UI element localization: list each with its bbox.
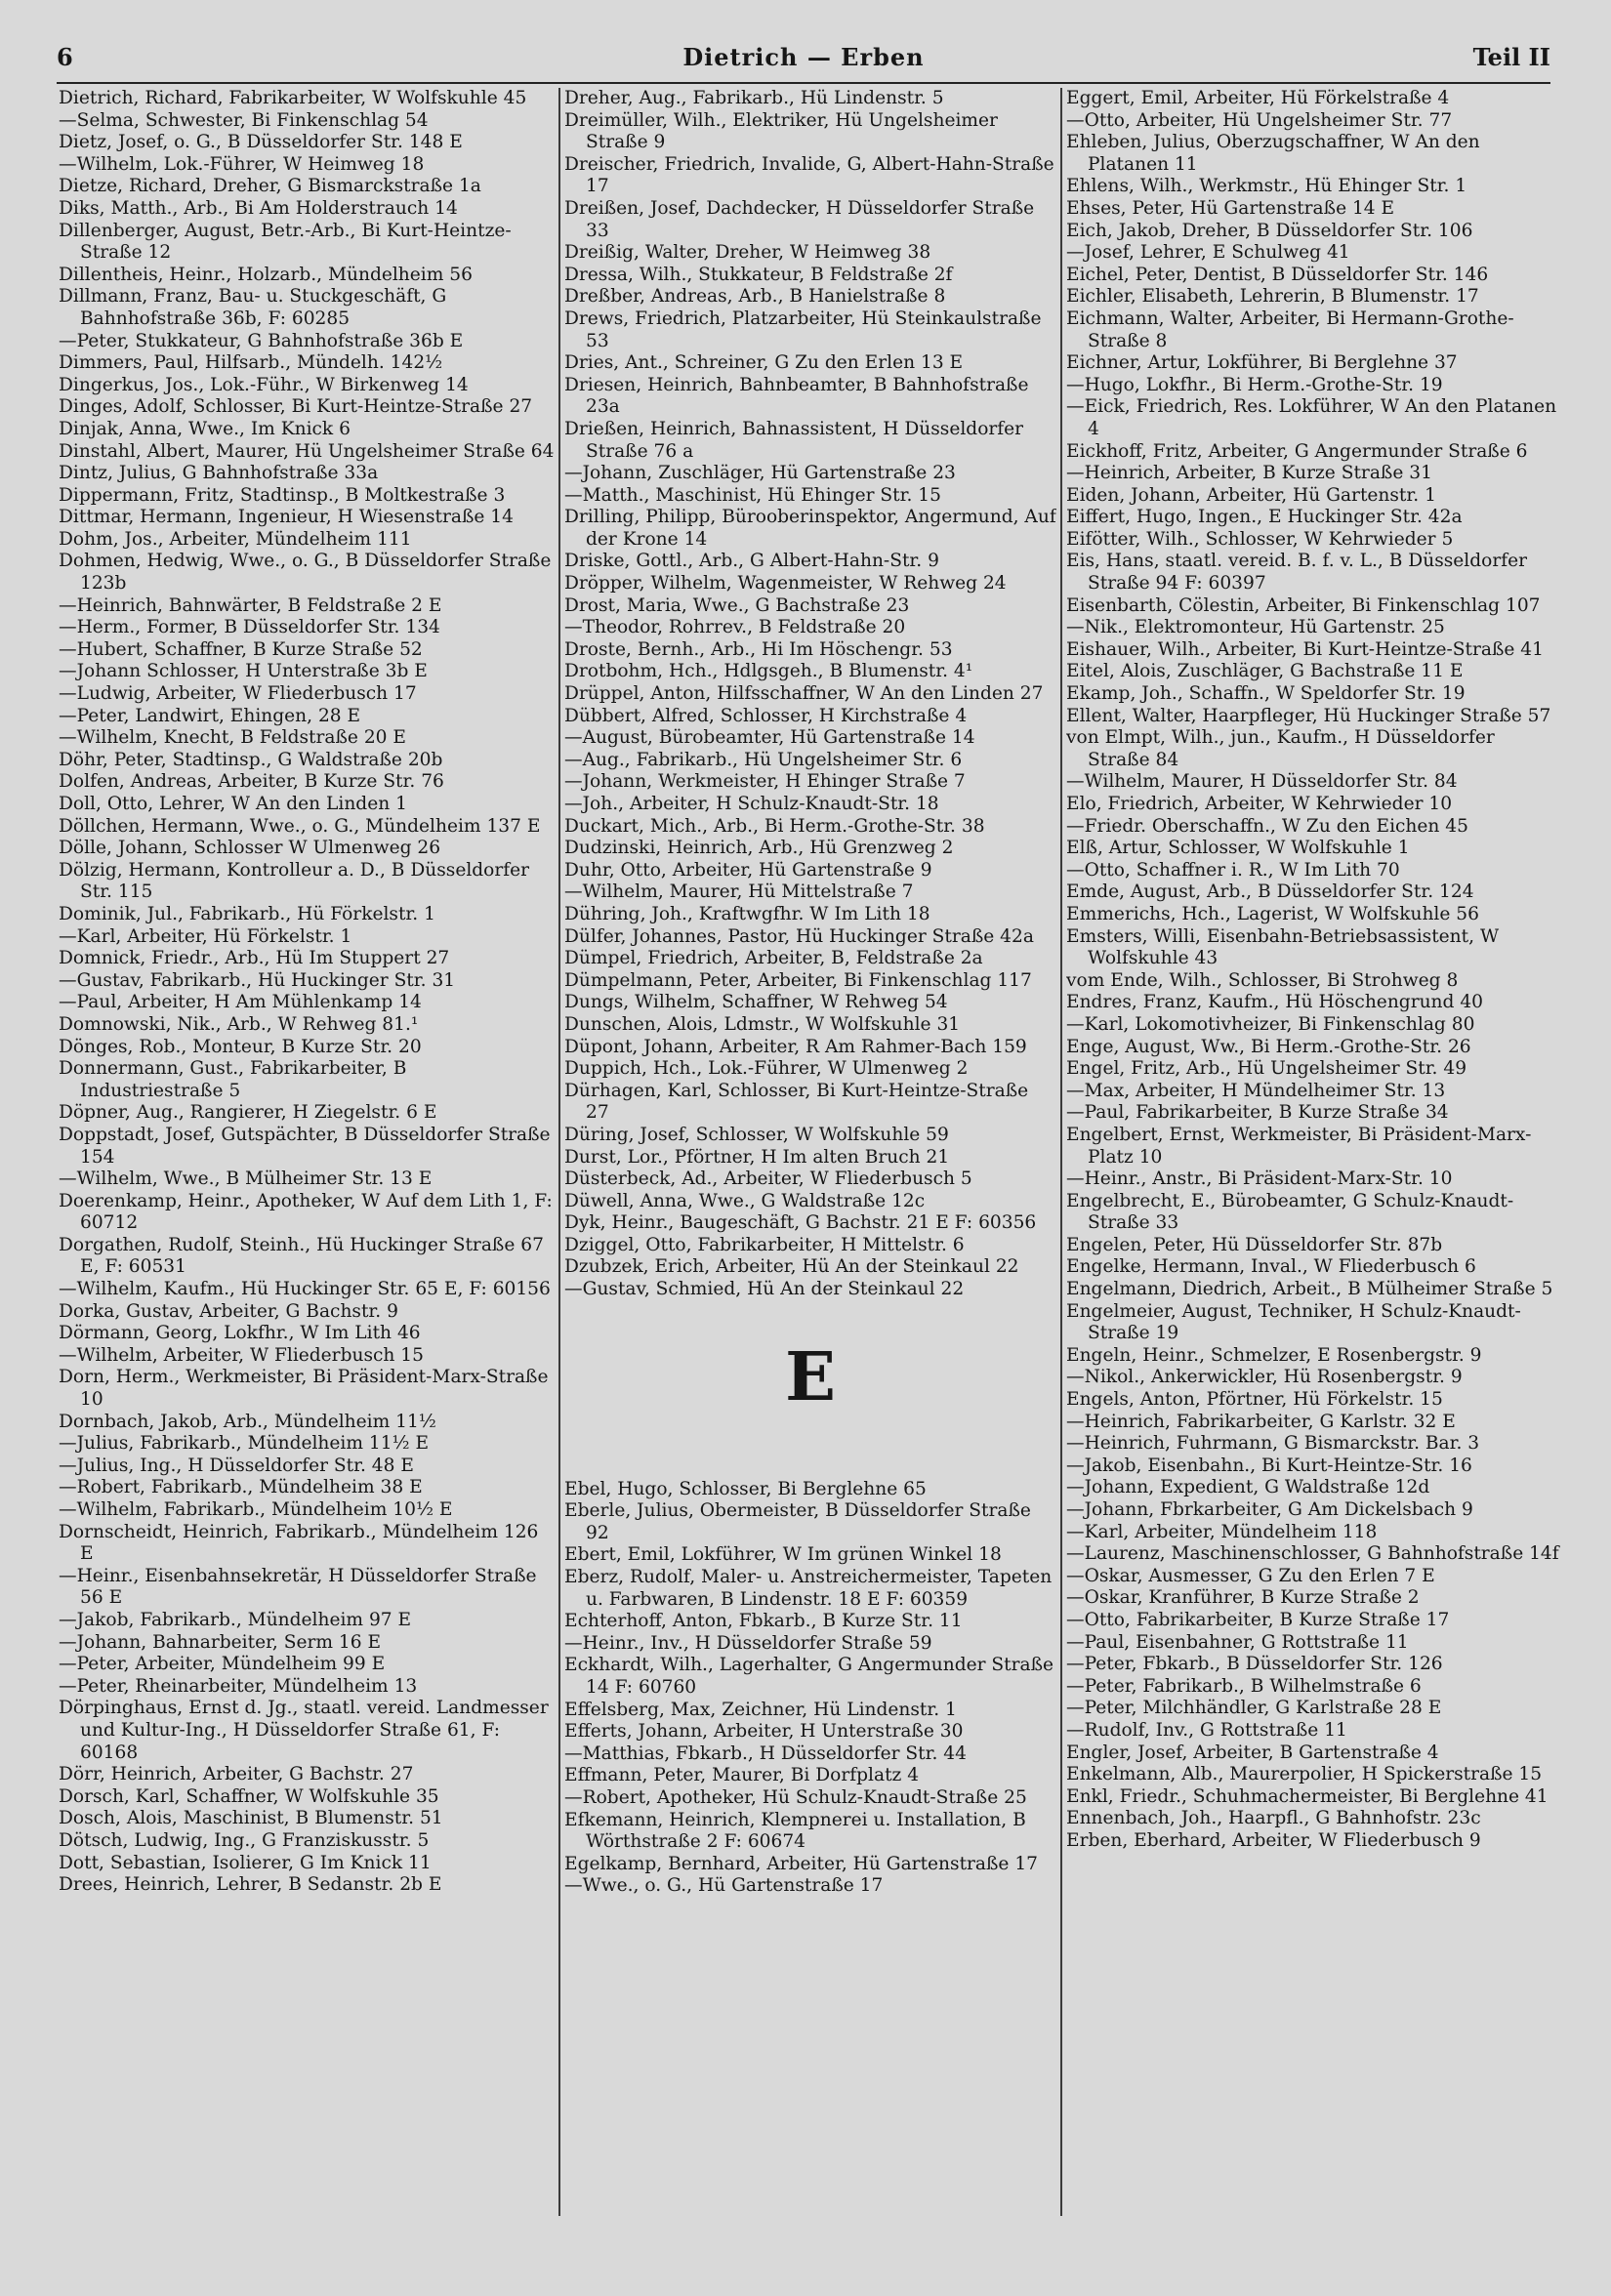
part-label: Teil II bbox=[1472, 43, 1550, 71]
column-1 bbox=[59, 88, 555, 2276]
directory-entry: Eichler, Elisabeth, Lehrerin, B Blumenstr. 17 bbox=[1066, 286, 1479, 308]
directory-entry: Dohm, Jos., Arbeiter, Mündelheim 111 bbox=[59, 528, 412, 550]
directory-entry: Enkl, Friedr., Schuhmachermeister, Bi Berglehne 41 bbox=[1066, 1785, 1549, 1807]
directory-entry: Dölle, Johann, Schlosser W Ulmenweg 26 bbox=[59, 838, 441, 859]
directory-entry: —Heinrich, Bahnwärter, B Feldstraße 2 E bbox=[59, 594, 442, 616]
directory-entry: Eiden, Johann, Arbeiter, Hü Gartenstr. 1 bbox=[1066, 484, 1436, 506]
directory-entry: Dinstahl, Albert, Maurer, Hü Ungelsheimer Straße 64 bbox=[59, 440, 555, 462]
directory-entry: —Heinrich, Arbeiter, B Kurze Straße 31 bbox=[1066, 463, 1432, 484]
directory-entry: —Karl, Arbeiter, Mündelheim 118 bbox=[1066, 1521, 1378, 1542]
directory-entry: Efkemann, Heinrich, Klempnerei u. Installation, B Wörthstraße 2 F: 60674 bbox=[564, 1809, 1026, 1853]
directory-entry: —Wwe., o. G., Hü Gartenstraße 17 bbox=[564, 1875, 884, 1897]
directory-entry: —Rudolf, Inv., G Rottstraße 11 bbox=[1066, 1719, 1347, 1741]
directory-entry: —Jakob, Eisenbahn., Bi Kurt-Heintze-Str. 16 bbox=[1066, 1455, 1472, 1476]
directory-entry: Ehses, Peter, Hü Gartenstraße 14 E bbox=[1066, 197, 1395, 219]
directory-entry: Dunschen, Alois, Ldmstr., W Wolfskuhle 31 bbox=[564, 1013, 961, 1035]
directory-entry: Dümpelmann, Peter, Arbeiter, Bi Finkenschlag 117 bbox=[564, 969, 1032, 991]
directory-entry: —Otto, Schaffner i. R., W Im Lith 70 bbox=[1066, 859, 1400, 881]
directory-entry: —Johann Schlosser, H Unterstraße 3b E bbox=[59, 661, 428, 682]
directory-entry: Dimmers, Paul, Hilfsarb., Mündelh. 142½ bbox=[59, 352, 443, 374]
directory-entry: —Johann, Bahnarbeiter, Serm 16 E bbox=[59, 1631, 382, 1653]
directory-entry: —Matth., Maschinist, Hü Ehinger Str. 15 bbox=[564, 484, 941, 506]
directory-entry: —Friedr. Oberschaffn., W Zu den Eichen 45 bbox=[1066, 815, 1468, 837]
column-2 bbox=[564, 88, 1056, 2276]
directory-entry: Eis, Hans, staatl. vereid. B. f. v. L., B Düsseldorfer Straße 94 F: 60397 bbox=[1066, 551, 1527, 594]
directory-entry: Drießen, Heinrich, Bahnassistent, H Düsseldorfer Straße 76 a bbox=[564, 418, 1024, 462]
directory-entry: Duhr, Otto, Arbeiter, Hü Gartenstraße 9 bbox=[564, 859, 932, 881]
directory-entry: Ekamp, Joh., Schaffn., W Speldorfer Str. 19 bbox=[1066, 683, 1466, 705]
directory-entry: Eberle, Julius, Obermeister, B Düsseldorfer Straße 92 bbox=[564, 1500, 1031, 1543]
directory-entry: Dippermann, Fritz, Stadtinsp., B Moltkestraße 3 bbox=[59, 484, 506, 506]
directory-entry: —Max, Arbeiter, H Mündelheimer Str. 13 bbox=[1066, 1080, 1446, 1101]
directory-entry: Dreißig, Walter, Dreher, W Heimweg 38 bbox=[564, 242, 931, 264]
directory-entry: von Elmpt, Wilh., jun., Kaufm., H Düsseldorfer Straße 84 bbox=[1066, 727, 1495, 770]
directory-entry: Ehleben, Julius, Oberzugschaffner, W An den Platanen 11 bbox=[1066, 132, 1480, 175]
directory-entry: Eich, Jakob, Dreher, B Düsseldorfer Str. 106 bbox=[1066, 220, 1473, 241]
directory-entry: Dungs, Wilhelm, Schaffner, W Rehweg 54 bbox=[564, 992, 948, 1013]
directory-entry: —Heinr., Anstr., Bi Präsident-Marx-Str. 10 bbox=[1066, 1168, 1453, 1190]
directory-entry: Engelen, Peter, Hü Düsseldorfer Str. 87b bbox=[1066, 1234, 1443, 1255]
directory-entry: Engelbert, Ernst, Werkmeister, Bi Präsident-Marx-Platz 10 bbox=[1066, 1124, 1532, 1168]
directory-entry: Ebert, Emil, Lokführer, W Im grünen Winkel 18 bbox=[564, 1544, 1002, 1566]
directory-entry: Drüppel, Anton, Hilfsschaffner, W An den Linden 27 bbox=[564, 683, 1044, 705]
directory-entry: Dümpel, Friedrich, Arbeiter, B, Feldstraße 2a bbox=[564, 948, 983, 969]
directory-entry: Duppich, Hch., Lok.-Führer, W Ulmenweg 2 bbox=[564, 1058, 969, 1080]
directory-entry: —Peter, Rheinarbeiter, Mündelheim 13 bbox=[59, 1675, 418, 1697]
directory-entry: —Peter, Arbeiter, Mündelheim 99 E bbox=[59, 1654, 386, 1675]
directory-entry: Drees, Heinrich, Lehrer, B Sedanstr. 2b E bbox=[59, 1874, 442, 1896]
directory-entry: Dürhagen, Karl, Schlosser, Bi Kurt-Heintze-Straße 27 bbox=[564, 1080, 1029, 1124]
directory-entry: Erben, Eberhard, Arbeiter, W Fliederbusch 9 bbox=[1066, 1829, 1481, 1851]
directory-entry: Engelmann, Diedrich, Arbeit., B Mülheimer Straße 5 bbox=[1066, 1279, 1553, 1300]
entry-list bbox=[564, 88, 1056, 1301]
directory-entry: Dorgathen, Rudolf, Steinh., Hü Huckinger Straße 67 E, F: 60531 bbox=[59, 1234, 544, 1278]
directory-entry: Düsterbeck, Ad., Arbeiter, W Fliederbusch 5 bbox=[564, 1168, 972, 1190]
directory-entry: Dohmen, Hedwig, Wwe., o. G., B Düsseldorfer Straße 123b bbox=[59, 551, 552, 594]
directory-entry: —Ludwig, Arbeiter, W Fliederbusch 17 bbox=[59, 683, 417, 705]
directory-entry: Eickhoff, Fritz, Arbeiter, G Angermunder Straße 6 bbox=[1066, 440, 1528, 462]
directory-entry: —Nik., Elektromonteur, Hü Gartenstr. 25 bbox=[1066, 617, 1445, 638]
directory-entry: —Peter, Milchhändler, G Karlstraße 28 E bbox=[1066, 1698, 1442, 1719]
directory-entry: —Karl, Lokomotivheizer, Bi Finkenschlag 80 bbox=[1066, 1013, 1475, 1035]
directory-entry: —Peter, Landwirt, Ehingen, 28 E bbox=[59, 705, 361, 726]
directory-entry: —Robert, Apotheker, Hü Schulz-Knaudt-Straße 25 bbox=[564, 1786, 1027, 1808]
directory-entry: Elo, Friedrich, Arbeiter, W Kehrwieder 10 bbox=[1066, 794, 1453, 814]
directory-entry: Eichmann, Walter, Arbeiter, Bi Hermann-Grothe-Straße 8 bbox=[1066, 308, 1514, 351]
directory-entry: —Johann, Zuschläger, Hü Gartenstraße 23 bbox=[564, 463, 956, 484]
directory-entry: Döhr, Peter, Stadtinsp., G Waldstraße 20b bbox=[59, 749, 443, 770]
directory-entry: —Nikol., Ankerwickler, Hü Rosenbergstr. 9 bbox=[1066, 1367, 1463, 1388]
directory-entry: Dorka, Gustav, Arbeiter, G Bachstr. 9 bbox=[59, 1300, 398, 1322]
directory-entry: Düpont, Johann, Arbeiter, R Am Rahmer-Bach 159 bbox=[564, 1036, 1027, 1057]
directory-entry: —Otto, Arbeiter, Hü Ungelsheimer Str. 77 bbox=[1066, 109, 1453, 131]
directory-entry: —Josef, Lehrer, E Schulweg 41 bbox=[1066, 242, 1350, 264]
page-header bbox=[57, 43, 1550, 82]
directory-entry: Dönges, Rob., Monteur, B Kurze Str. 20 bbox=[59, 1036, 422, 1057]
directory-entry: Döpner, Aug., Rangierer, H Ziegelstr. 6 E bbox=[59, 1102, 437, 1124]
directory-entry: —Jakob, Fabrikarb., Mündelheim 97 E bbox=[59, 1609, 412, 1630]
directory-entry: Dreißen, Josef, Dachdecker, H Düsseldorfer Straße 33 bbox=[564, 197, 1035, 241]
directory-entry: —Heinr., Eisenbahnsekretär, H Düsseldorfer Straße 56 E bbox=[59, 1565, 537, 1609]
directory-entry: Dörmann, Georg, Lokfhr., W Im Lith 46 bbox=[59, 1323, 421, 1344]
directory-entry: Engelbrecht, E., Bürobeamter, G Schulz-Knaudt-Straße 33 bbox=[1066, 1190, 1514, 1234]
directory-entry: Drews, Friedrich, Platzarbeiter, Hü Steinkaulstraße 53 bbox=[564, 308, 1042, 351]
directory-entry: —Heinr., Inv., H Düsseldorfer Straße 59 bbox=[564, 1632, 932, 1654]
directory-entry: —Wilhelm, Maurer, Hü Mittelstraße 7 bbox=[564, 882, 914, 903]
directory-entry: Dingerkus, Jos., Lok.-Führ., W Birkenweg 14 bbox=[59, 374, 469, 395]
directory-entry: Dintz, Julius, G Bahnhofstraße 33a bbox=[59, 463, 379, 484]
directory-entry: Dölzig, Hermann, Kontrolleur a. D., B Düsseldorfer Str. 115 bbox=[59, 859, 530, 903]
directory-entry: Domnowski, Nik., Arb., W Rehweg 81.¹ bbox=[59, 1013, 419, 1035]
directory-entry: —Laurenz, Maschinenschlosser, G Bahnhofstraße 14f bbox=[1066, 1543, 1559, 1565]
directory-entry: Dillentheis, Heinr., Holzarb., Mündelheim 56 bbox=[59, 264, 473, 285]
directory-entry: —Peter, Fbkarb., B Düsseldorfer Str. 126 bbox=[1066, 1654, 1443, 1675]
directory-entry: —Herm., Former, B Düsseldorfer Str. 134 bbox=[59, 617, 440, 638]
directory-entry: Drilling, Philipp, Bürooberinspektor, Angermund, Auf der Krone 14 bbox=[564, 507, 1056, 550]
directory-entry: Dolfen, Andreas, Arbeiter, B Kurze Str. 76 bbox=[59, 771, 444, 793]
directory-entry: Eitel, Alois, Zuschläger, G Bachstraße 11 E bbox=[1066, 661, 1464, 682]
directory-entry: Emmerichs, Hch., Lagerist, W Wolfskuhle 56 bbox=[1066, 903, 1479, 924]
directory-entry: —Theodor, Rohrrev., B Feldstraße 20 bbox=[564, 617, 906, 638]
entry-list bbox=[59, 88, 555, 1897]
directory-entry: Dudzinski, Heinrich, Arb., Hü Grenzweg 2 bbox=[564, 838, 954, 859]
directory-entry: Dyk, Heinr., Baugeschäft, G Bachstr. 21 E F: 60356 bbox=[564, 1212, 1037, 1234]
directory-entry: —Paul, Eisenbahner, G Rottstraße 11 bbox=[1066, 1631, 1409, 1653]
directory-entry: Eifötter, Wilh., Schlosser, W Kehrwieder 5 bbox=[1066, 528, 1454, 550]
directory-entry: Eggert, Emil, Arbeiter, Hü Förkelstraße 4 bbox=[1066, 88, 1450, 108]
section-letter-block bbox=[564, 1301, 1056, 1479]
directory-entry: Dühring, Joh., Kraftwgfhr. W Im Lith 18 bbox=[564, 903, 930, 924]
directory-entry: —Gustav, Schmied, Hü An der Steinkaul 22 bbox=[564, 1279, 965, 1300]
directory-entry: Enge, August, Ww., Bi Herm.-Grothe-Str. 26 bbox=[1066, 1036, 1471, 1057]
directory-entry: Endres, Franz, Kaufm., Hü Höschengrund 40 bbox=[1066, 992, 1484, 1013]
directory-entry: —Paul, Arbeiter, H Am Mühlenkamp 14 bbox=[59, 992, 422, 1013]
section-letter: E bbox=[785, 1337, 836, 1416]
directory-entry: Eichel, Peter, Dentist, B Düsseldorfer Str. 146 bbox=[1066, 264, 1489, 285]
directory-entry: —Heinrich, Fuhrmann, G Bismarckstr. Bar. 3 bbox=[1066, 1433, 1480, 1455]
directory-entry: Dressa, Wilh., Stukkateur, B Feldstraße 2f bbox=[564, 264, 953, 285]
directory-entry: —Eick, Friedrich, Res. Lokführer, W An den Platanen 4 bbox=[1066, 396, 1557, 439]
directory-entry: Dott, Sebastian, Isolierer, G Im Knick 11 bbox=[59, 1852, 432, 1873]
column-divider bbox=[558, 88, 560, 2216]
directory-entry: Elß, Artur, Schlosser, W Wolfskuhle 1 bbox=[1066, 838, 1410, 859]
directory-entry: —Matthias, Fbkarb., H Düsseldorfer Str. 44 bbox=[564, 1742, 967, 1764]
directory-entry: Engelke, Hermann, Inval., W Fliederbusch 6 bbox=[1066, 1256, 1476, 1278]
directory-entry: Dörr, Heinrich, Arbeiter, G Bachstr. 27 bbox=[59, 1764, 414, 1785]
directory-entry: —Joh., Arbeiter, H Schulz-Knaudt-Str. 18 bbox=[564, 794, 939, 814]
directory-entry: —Aug., Fabrikarb., Hü Ungelsheimer Str. 6 bbox=[564, 749, 963, 770]
directory-entry: Ennenbach, Joh., Haarpfl., G Bahnhofstr. 23c bbox=[1066, 1808, 1481, 1829]
directory-entry: Engeln, Heinr., Schmelzer, E Rosenbergstr. 9 bbox=[1066, 1344, 1482, 1366]
directory-entry: Dzubzek, Erich, Arbeiter, Hü An der Steinkaul 22 bbox=[564, 1256, 1019, 1278]
directory-entry: Droste, Bernh., Arb., Hi Im Höschengr. 53 bbox=[564, 638, 953, 660]
directory-entry: Dorsch, Karl, Schaffner, W Wolfskuhle 35 bbox=[59, 1785, 439, 1807]
directory-entry: —August, Bürobeamter, Hü Gartenstraße 14 bbox=[564, 727, 975, 749]
directory-entry: Echterhoff, Anton, Fbkarb., B Kurze Str. 11 bbox=[564, 1611, 963, 1632]
directory-entry: Ebel, Hugo, Schlosser, Bi Berglehne 65 bbox=[564, 1478, 927, 1499]
page-number: 6 bbox=[57, 43, 73, 71]
directory-entry: —Heinrich, Fabrikarbeiter, G Karlstr. 32 E bbox=[1066, 1411, 1456, 1432]
directory-entry: —Peter, Fabrikarb., B Wilhelmstraße 6 bbox=[1066, 1675, 1422, 1697]
directory-entry: Dorn, Herm., Werkmeister, Bi Präsident-Marx-Straße 10 bbox=[59, 1367, 549, 1411]
directory-entry: —Johann, Fbrkarbeiter, G Am Dickelsbach 9 bbox=[1066, 1499, 1473, 1520]
directory-entry: —Johann, Werkmeister, H Ehinger Straße 7 bbox=[564, 771, 966, 793]
directory-entry: Dietze, Richard, Dreher, G Bismarckstraße 1a bbox=[59, 176, 481, 197]
directory-entry: Dietz, Josef, o. G., B Düsseldorfer Str. 148 E bbox=[59, 132, 463, 153]
directory-entry: —Julius, Ing., H Düsseldorfer Str. 48 E bbox=[59, 1455, 414, 1476]
directory-entry: Enkelmann, Alb., Maurerpolier, H Spickerstraße 15 bbox=[1066, 1764, 1543, 1785]
directory-entry: Eberz, Rudolf, Maler- u. Anstreichermeister, Tapeten u. Farbwaren, B Lindenstr. 18 E F: 60359 bbox=[564, 1567, 1053, 1610]
directory-entry: Doppstadt, Josef, Gutspächter, B Düsseldorfer Straße 154 bbox=[59, 1124, 551, 1168]
directory-entry: Effelsberg, Max, Zeichner, Hü Lindenstr. 1 bbox=[564, 1699, 957, 1720]
directory-entry: Drost, Maria, Wwe., G Bachstraße 23 bbox=[564, 594, 910, 616]
directory-entry: Durst, Lor., Pförtner, H Im alten Bruch 21 bbox=[564, 1146, 950, 1168]
directory-entry: —Wilhelm, Lok.-Führer, W Heimweg 18 bbox=[59, 153, 425, 175]
directory-entry: Driesen, Heinrich, Bahnbeamter, B Bahnhofstraße 23a bbox=[564, 374, 1029, 418]
directory-entry: Dittmar, Hermann, Ingenieur, H Wiesenstraße 14 bbox=[59, 507, 514, 528]
directory-entry: Dreimüller, Wilh., Elektriker, Hü Ungelsheimer Straße 9 bbox=[564, 109, 998, 153]
directory-entry: Ehlens, Wilh., Werkmstr., Hü Ehinger Str. 1 bbox=[1066, 176, 1467, 197]
directory-entry: Eckhardt, Wilh., Lagerhalter, G Angermunder Straße 14 F: 60760 bbox=[564, 1655, 1054, 1698]
directory-entry: Düwell, Anna, Wwe., G Waldstraße 12c bbox=[564, 1190, 926, 1211]
directory-entry: Donnermann, Gust., Fabrikarbeiter, B Industriestraße 5 bbox=[59, 1058, 407, 1101]
directory-entry: Emde, August, Arb., B Düsseldorfer Str. 124 bbox=[1066, 882, 1474, 903]
directory-entry: Dinjak, Anna, Wwe., Im Knick 6 bbox=[59, 418, 351, 439]
directory-entry: —Peter, Stukkateur, G Bahnhofstraße 36b E bbox=[59, 330, 464, 351]
directory-entry: Dziggel, Otto, Fabrikarbeiter, H Mittelstr. 6 bbox=[564, 1234, 965, 1255]
directory-entry: Dröpper, Wilhelm, Wagenmeister, W Rehweg 24 bbox=[564, 573, 1007, 594]
directory-entry: Dreischer, Friedrich, Invalide, G, Albert-Hahn-Straße 17 bbox=[564, 153, 1054, 197]
column-3 bbox=[1066, 88, 1562, 2276]
directory-entry: Doerenkamp, Heinr., Apotheker, W Auf dem Lith 1, F: 60712 bbox=[59, 1190, 553, 1234]
directory-entry: Drotbohm, Hch., Hdlgsgeh., B Blumenstr. 4¹ bbox=[564, 661, 973, 682]
directory-entry: —Wilhelm, Fabrikarb., Mündelheim 10½ E bbox=[59, 1499, 453, 1520]
directory-entry: Dillmann, Franz, Bau- u. Stuckgeschäft, G Bahnhofstraße 36b, F: 60285 bbox=[59, 286, 447, 329]
directory-entry: Engler, Josef, Arbeiter, B Gartenstraße 4 bbox=[1066, 1742, 1439, 1763]
directory-entry: —Wilhelm, Knecht, B Feldstraße 20 E bbox=[59, 727, 406, 749]
directory-entry: Eichner, Artur, Lokführer, Bi Berglehne 37 bbox=[1066, 352, 1458, 374]
directory-entry: —Johann, Expedient, G Waldstraße 12d bbox=[1066, 1477, 1430, 1498]
directory-entry: —Wilhelm, Maurer, H Düsseldorfer Str. 84 bbox=[1066, 771, 1458, 793]
directory-entry: Engelmeier, August, Techniker, H Schulz-Knaudt-Straße 19 bbox=[1066, 1300, 1521, 1344]
entry-list bbox=[564, 1479, 1056, 1898]
directory-entry: Dietrich, Richard, Fabrikarbeiter, W Wolfskuhle 45 bbox=[59, 88, 527, 108]
directory-entry: Dornscheidt, Heinrich, Fabrikarb., Mündelheim 126 E bbox=[59, 1521, 539, 1565]
directory-entry: Dillenberger, August, Betr.-Arb., Bi Kurt-Heintze-Straße 12 bbox=[59, 220, 512, 264]
directory-entry: Dreher, Aug., Fabrikarb., Hü Lindenstr. 5 bbox=[564, 88, 944, 108]
directory-entry: —Paul, Fabrikarbeiter, B Kurze Straße 34 bbox=[1066, 1102, 1449, 1124]
directory-entry: Döllchen, Hermann, Wwe., o. G., Mündelheim 137 E bbox=[59, 815, 541, 837]
directory-entry: —Hugo, Lokfhr., Bi Herm.-Grothe-Str. 19 bbox=[1066, 374, 1443, 395]
directory-entry: Engel, Fritz, Arb., Hü Ungelsheimer Str. 49 bbox=[1066, 1058, 1467, 1080]
directory-entry: Eishauer, Wilh., Arbeiter, Bi Kurt-Heintze-Straße 41 bbox=[1066, 638, 1544, 660]
directory-entry: —Gustav, Fabrikarb., Hü Huckinger Str. 31 bbox=[59, 969, 456, 991]
directory-entry: Dötsch, Ludwig, Ing., G Franziskusstr. 5 bbox=[59, 1829, 430, 1851]
directory-entry: Dominik, Jul., Fabrikarb., Hü Förkelstr. 1 bbox=[59, 903, 435, 924]
directory-entry: Dosch, Alois, Maschinist, B Blumenstr. 51 bbox=[59, 1808, 443, 1829]
directory-entry: Driske, Gottl., Arb., G Albert-Hahn-Str. 9 bbox=[564, 551, 939, 572]
directory-entry: —Hubert, Schaffner, B Kurze Straße 52 bbox=[59, 638, 423, 660]
directory-entry: —Otto, Fabrikarbeiter, B Kurze Straße 17 bbox=[1066, 1609, 1450, 1630]
directory-entry: Doll, Otto, Lehrer, W An den Linden 1 bbox=[59, 794, 407, 814]
directory-entry: Emsters, Willi, Eisenbahn-Betriebsassistent, W Wolfskuhle 43 bbox=[1066, 925, 1500, 969]
directory-entry: —Karl, Arbeiter, Hü Förkelstr. 1 bbox=[59, 925, 352, 947]
column-divider bbox=[1060, 88, 1062, 2216]
directory-entry: Dübbert, Alfred, Schlosser, H Kirchstraße 4 bbox=[564, 705, 968, 726]
directory-entry: Egelkamp, Bernhard, Arbeiter, Hü Gartenstraße 17 bbox=[564, 1853, 1039, 1874]
directory-entry: vom Ende, Wilh., Schlosser, Bi Strohweg 8 bbox=[1066, 969, 1459, 991]
directory-entry: —Wilhelm, Arbeiter, W Fliederbusch 15 bbox=[59, 1344, 424, 1366]
entry-list bbox=[1066, 88, 1562, 1853]
directory-entry: Dornbach, Jakob, Arb., Mündelheim 11½ bbox=[59, 1411, 436, 1432]
directory-entry: Dreßber, Andreas, Arb., B Hanielstraße 8 bbox=[564, 286, 946, 308]
directory-entry: Diks, Matth., Arb., Bi Am Holderstrauch 14 bbox=[59, 197, 458, 219]
directory-entry: Dörpinghaus, Ernst d. Jg., staatl. vereid. Landmesser und Kultur-Ing., H Düsseldorfer Straße 61, F: 60168 bbox=[59, 1698, 549, 1763]
directory-entry: —Wilhelm, Wwe., B Mülheimer Str. 13 E bbox=[59, 1168, 433, 1190]
directory-entry: —Wilhelm, Kaufm., Hü Huckinger Str. 65 E, F: 60156 bbox=[59, 1279, 551, 1300]
directory-entry: —Robert, Fabrikarb., Mündelheim 38 E bbox=[59, 1477, 423, 1498]
directory-entry: Düring, Josef, Schlosser, W Wolfskuhle 59 bbox=[564, 1124, 949, 1145]
directory-entry: —Oskar, Kranführer, B Kurze Straße 2 bbox=[1066, 1587, 1420, 1609]
directory-entry: Effmann, Peter, Maurer, Bi Dorfplatz 4 bbox=[564, 1765, 920, 1786]
directory-entry: Dinges, Adolf, Schlosser, Bi Kurt-Heintze-Straße 27 bbox=[59, 396, 533, 418]
directory-entry: Dülfer, Johannes, Pastor, Hü Huckinger Straße 42a bbox=[564, 925, 1034, 947]
directory-entry: Efferts, Johann, Arbeiter, H Unterstraße 30 bbox=[564, 1721, 964, 1742]
page-title: Dietrich — Erben bbox=[682, 43, 925, 71]
directory-entry: —Selma, Schwester, Bi Finkenschlag 54 bbox=[59, 109, 429, 131]
directory-entry: Ellent, Walter, Haarpfleger, Hü Huckinger Straße 57 bbox=[1066, 705, 1551, 726]
directory-entry: Domnick, Friedr., Arb., Hü Im Stuppert 27 bbox=[59, 948, 450, 969]
directory-entry: —Julius, Fabrikarb., Mündelheim 11½ E bbox=[59, 1433, 430, 1455]
directory-entry: Engels, Anton, Pförtner, Hü Förkelstr. 15 bbox=[1066, 1389, 1443, 1411]
directory-entry: Eisenbarth, Cölestin, Arbeiter, Bi Finkenschlag 107 bbox=[1066, 594, 1541, 616]
header-rule bbox=[57, 82, 1550, 84]
directory-entry: Duckart, Mich., Arb., Bi Herm.-Grothe-Str. 38 bbox=[564, 815, 985, 837]
directory-entry: —Oskar, Ausmesser, G Zu den Erlen 7 E bbox=[1066, 1565, 1435, 1586]
directory-entry: Eiffert, Hugo, Ingen., E Huckinger Str. 42a bbox=[1066, 507, 1463, 528]
directory-entry: Dries, Ant., Schreiner, G Zu den Erlen 13 E bbox=[564, 352, 964, 374]
